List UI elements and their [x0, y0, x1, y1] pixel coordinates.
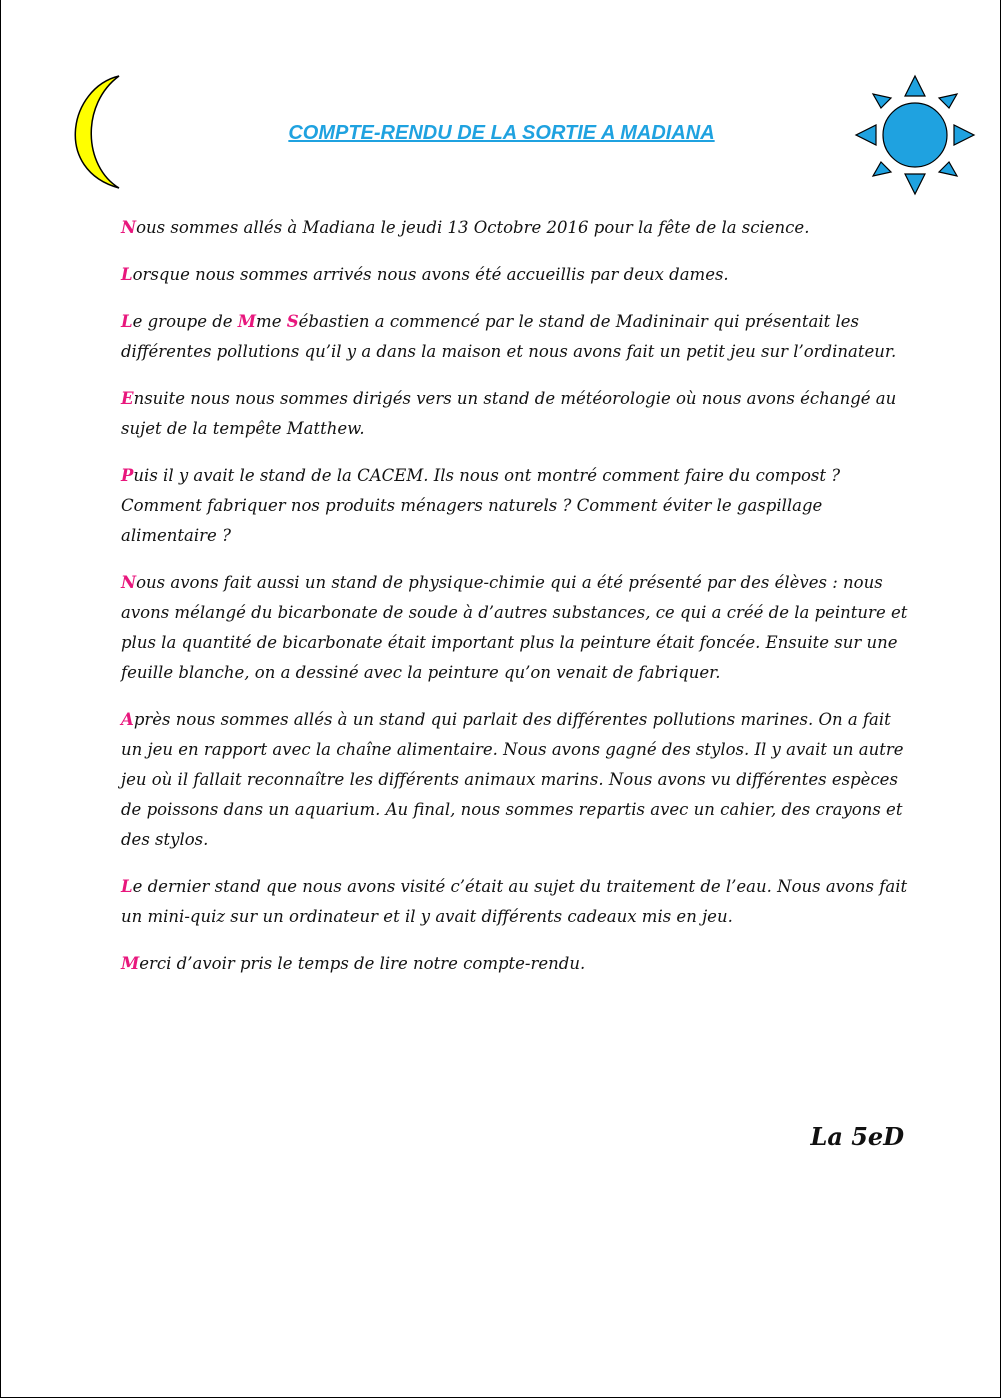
- initial-letter: M: [237, 312, 257, 331]
- paragraph: [121, 260, 911, 290]
- initial-letter: L: [121, 312, 133, 331]
- paragraph: [121, 384, 911, 444]
- paragraph-text: uis il y avait le stand de la CACEM. Ils nous ont montré comment faire du compost ? Comment fabriquer nos produits ménagers naturels ? Comment éviter le gaspillage alimentaire ?: [121, 466, 841, 545]
- page-title: COMPTE-RENDU DE LA SORTIE A MADIANA: [288, 122, 715, 144]
- initial-letter: M: [121, 954, 140, 973]
- paragraph-text: e dernier stand que nous avons visité c’était au sujet du traitement de l’eau. Nous avons fait un mini-quiz sur un ordinateur et il y avait différents cadeaux mis en jeu.: [121, 877, 908, 926]
- paragraph-text: e groupe de: [132, 312, 238, 331]
- initial-letter: S: [286, 312, 299, 331]
- report-body: [121, 213, 911, 996]
- initial-letter: N: [121, 573, 137, 592]
- paragraph: [121, 213, 911, 243]
- initial-letter: A: [121, 710, 134, 729]
- initial-letter: E: [121, 389, 134, 408]
- paragraph: [121, 461, 911, 551]
- initial-letter: P: [121, 466, 134, 485]
- initial-letter: L: [121, 265, 133, 284]
- paragraph: [121, 872, 911, 932]
- initial-letter: N: [121, 218, 137, 237]
- initial-letter: L: [121, 877, 133, 896]
- paragraph: [121, 949, 911, 979]
- paragraph-text: erci d’avoir pris le temps de lire notre compte-rendu.: [139, 954, 586, 973]
- paragraph-text: ébastien a commencé par le stand de Madininair qui présentait les différentes pollutions qu’il y a dans la maison et nous avons fait un petit jeu sur l’ordinateur.: [121, 312, 897, 361]
- paragraph-text: me: [256, 312, 287, 331]
- paragraph-text: orsque nous sommes arrivés nous avons été accueillis par deux dames.: [132, 265, 729, 284]
- signature: La 5eD: [810, 1122, 904, 1151]
- paragraph-text: nsuite nous nous sommes dirigés vers un stand de météorologie où nous avons échangé au sujet de la tempête Matthew.: [121, 389, 897, 438]
- paragraph-text: ous avons fait aussi un stand de physique-chimie qui a été présenté par des élèves : nous avons mélangé du bicarbonate de soude à d’autres substances, ce qui a créé de la peinture et plus la quantité de bicarbonate était important plus la peinture était foncée. Ensuite sur une feuille blanche, on a dessiné avec la peinture qu’on venait de fabriquer.: [121, 573, 908, 682]
- paragraph: [121, 307, 911, 367]
- paragraph: [121, 568, 911, 688]
- paragraph: [121, 705, 911, 855]
- paragraph-text: près nous sommes allés à un stand qui parlait des différentes pollutions marines. On a fait un jeu en rapport avec la chaîne alimentaire. Nous avons gagné des stylos. Il y avait un autre jeu où il fallait reconnaître les différents animaux marins. Nous avons vu différentes espèces de poissons dans un aquarium. Au final, nous sommes repartis avec un cahier, des crayons et des stylos.: [121, 710, 904, 849]
- paragraph-text: ous sommes allés à Madiana le jeudi 13 Octobre 2016 pour la fête de la science.: [136, 218, 810, 237]
